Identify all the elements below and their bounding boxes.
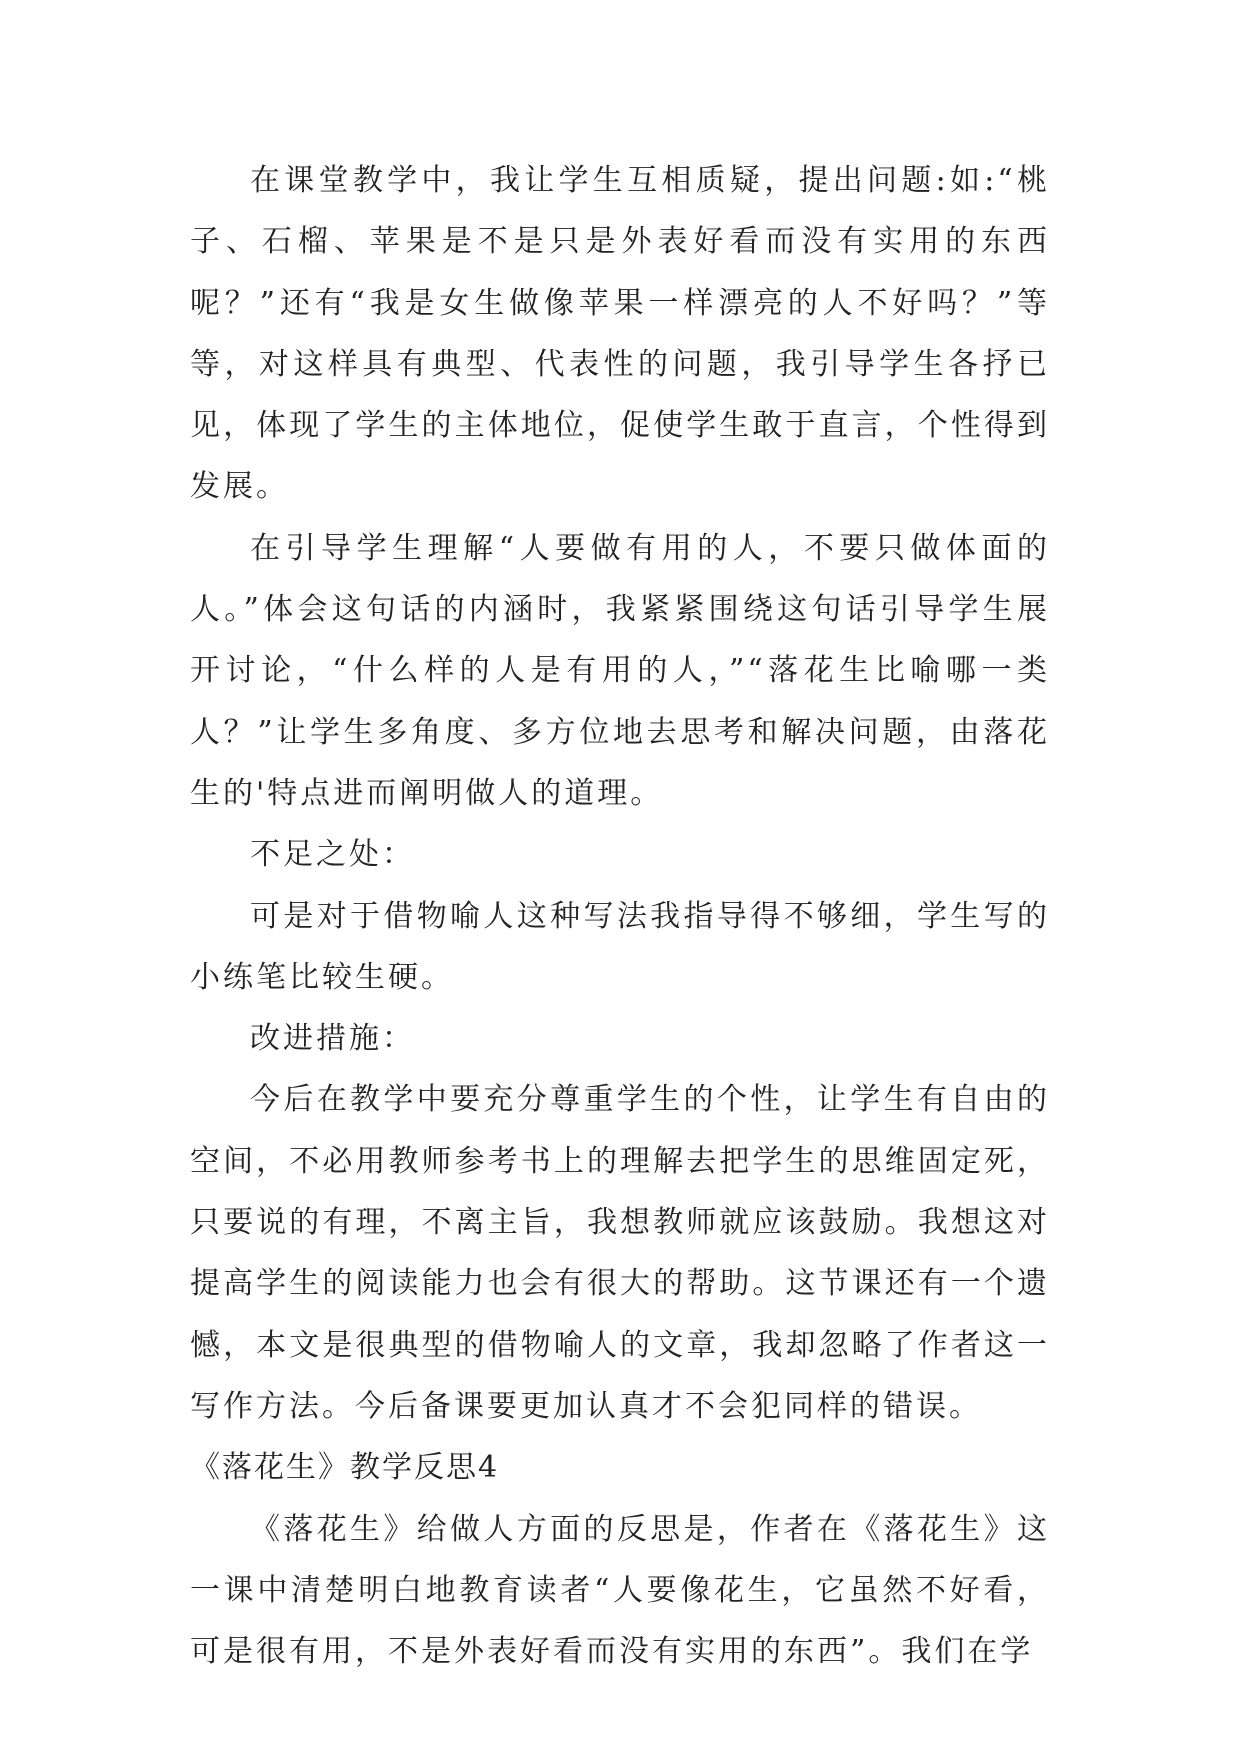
document-body (190, 150, 1050, 1682)
paragraph-shortcomings: 可是对于借物喻人这种写法我指导得不够细，学生写的小练笔比较生硬。 (190, 898, 1050, 995)
paragraph-guiding-understanding: 在引导学生理解“人要做有用的人，不要只做体面的人。”体会这句话的内涵时，我紧紧围绕这句话引导学生展开讨论，“什么样的人是有用的人，”“落花生比喻哪一类人？”让学生多角度、多方位地去思考和解决问题，由落花生的'特点进而阐明做人的道理。 (190, 530, 1050, 811)
paragraph-improvements-label: 改进措施： (250, 1021, 415, 1057)
section-heading: 《落花生》教学反思4 (190, 1450, 500, 1486)
paragraph-shortcomings-label: 不足之处： (250, 837, 415, 873)
paragraph-improvements: 今后在教学中要充分尊重学生的个性，让学生有自由的空间，不必用教师参考书上的理解去把学生的思维固定死，只要说的有理，不离主旨，我想教师就应该鼓励。我想这对提高学生的阅读能力也会有很大的帮助。这节课还有一个遗憾，本文是很典型的借物喻人的文章，我却忽略了作者这一写作方法。今后备课要更加认真才不会犯同样的错误。 (190, 1082, 1050, 1424)
paragraph-classroom-questioning: 在课堂教学中，我让学生互相质疑，提出问题:如:“桃子、石榴、苹果是不是只是外表好看而没有实用的东西呢？”还有“我是女生做像苹果一样漂亮的人不好吗？”等等，对这样具有典型、代表性的问题，我引导学生各抒已见，体现了学生的主体地位，促使学生敢于直言，个性得到发展。 (190, 163, 1050, 505)
paragraph-reflection-4: 《落花生》给做人方面的反思是，作者在《落花生》这一课中清楚明白地教育读者“人要像花生，它虽然不好看，可是很有用，不是外表好看而没有实用的东西”。我们在学 (190, 1511, 1050, 1670)
